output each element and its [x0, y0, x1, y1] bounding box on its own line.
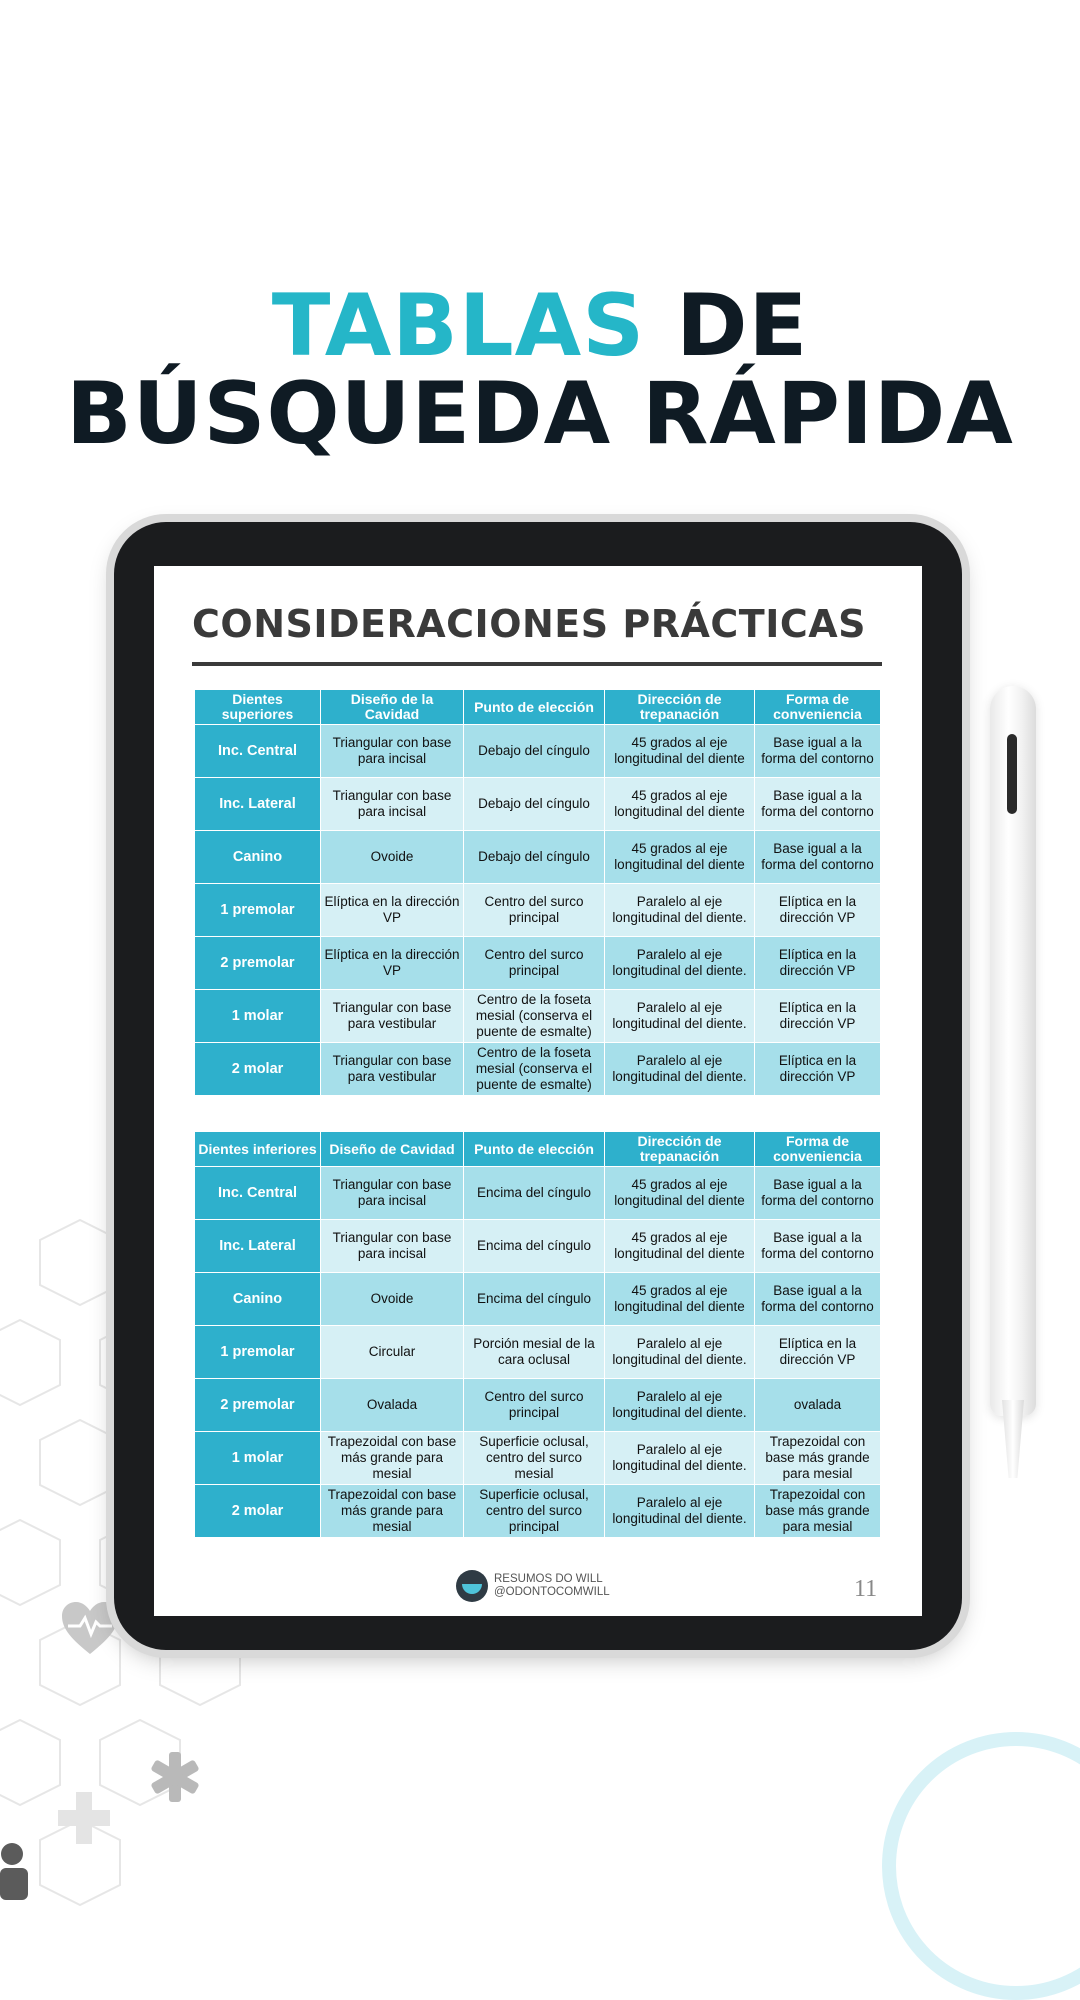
table-cell: Centro del surco principal: [464, 1379, 605, 1432]
table-cell: Ovoide: [321, 1273, 464, 1326]
row-label: 1 molar: [195, 1432, 321, 1485]
table-cell: Elíptica en la dirección VP: [755, 990, 881, 1043]
table-cell: Triangular con base para vestibular: [321, 1043, 464, 1096]
page-number: 11: [854, 1576, 878, 1602]
table-cell: Triangular con base para incisal: [321, 1167, 464, 1220]
table-row: [195, 1043, 881, 1096]
table-cell: Trapezoidal con base más grande para mesial: [321, 1485, 464, 1538]
header-cell: Punto de elección: [464, 1132, 605, 1167]
table-cell: Encima del cíngulo: [464, 1273, 605, 1326]
headline-line-1: [0, 276, 1080, 376]
table-cell: Superficie oclusal, centro del surco principal: [464, 1485, 605, 1538]
headline-accent: TABLAS: [271, 276, 646, 376]
table-row: [195, 884, 881, 937]
document-title: CONSIDERACIONES PRÁCTICAS: [192, 602, 866, 646]
tablet-frame: [114, 522, 962, 1650]
table-cell: Triangular con base para incisal: [321, 725, 464, 778]
table-cell: 45 grados al eje longitudinal del diente: [605, 1273, 755, 1326]
headline-line-2: BÚSQUEDA RÁPIDA: [66, 364, 1014, 464]
table-cell: Ovoide: [321, 831, 464, 884]
table-cell: Base igual a la forma del contorno: [755, 1220, 881, 1273]
table-cell: Debajo del cíngulo: [464, 725, 605, 778]
table-cell: Centro de la foseta mesial (conserva el puente de esmalte): [464, 1043, 605, 1096]
row-label: Inc. Lateral: [195, 1220, 321, 1273]
table-superiores: [194, 689, 881, 1096]
header-cell: Forma de conveniencia: [755, 690, 881, 725]
table-cell: 45 grados al eje longitudinal del diente: [605, 1167, 755, 1220]
table-row: [195, 937, 881, 990]
table-cell: Paralelo al eje longitudinal del diente.: [605, 1485, 755, 1538]
table-cell: Paralelo al eje longitudinal del diente.: [605, 990, 755, 1043]
table-row: [195, 990, 881, 1043]
title-divider: [192, 662, 882, 666]
table-cell: Paralelo al eje longitudinal del diente.: [605, 1379, 755, 1432]
row-label: 1 premolar: [195, 884, 321, 937]
table-header-row: [195, 1132, 881, 1167]
row-label: 2 premolar: [195, 1379, 321, 1432]
table-cell: Porción mesial de la cara oclusal: [464, 1326, 605, 1379]
table-cell: Paralelo al eje longitudinal del diente.: [605, 1043, 755, 1096]
header-cell: Diseño de Cavidad: [321, 1132, 464, 1167]
document-page: [154, 566, 922, 1616]
row-label: 2 molar: [195, 1043, 321, 1096]
stylus-clip: [1007, 734, 1017, 814]
table-cell: Circular: [321, 1326, 464, 1379]
stylus-tip: [1002, 1400, 1024, 1478]
table-cell: 45 grados al eje longitudinal del diente: [605, 831, 755, 884]
table-cell: Elíptica en la dirección VP: [755, 1043, 881, 1096]
header-cell: Punto de elección: [464, 690, 605, 725]
table-cell: Base igual a la forma del contorno: [755, 1167, 881, 1220]
header-cell: Dientes superiores: [195, 690, 321, 725]
table-row: [195, 1220, 881, 1273]
header-cell: Dirección de trepanación: [605, 1132, 755, 1167]
table-row: [195, 1379, 881, 1432]
table-cell: Trapezoidal con base más grande para mesial: [755, 1485, 881, 1538]
table-cell: Elíptica en la dirección VP: [755, 1326, 881, 1379]
table-cell: 45 grados al eje longitudinal del diente: [605, 725, 755, 778]
table-cell: Centro del surco principal: [464, 937, 605, 990]
row-label: Canino: [195, 1273, 321, 1326]
table-cell: Debajo del cíngulo: [464, 831, 605, 884]
table-cell: 45 grados al eje longitudinal del diente: [605, 778, 755, 831]
row-label: Inc. Central: [195, 1167, 321, 1220]
row-label: 2 molar: [195, 1485, 321, 1538]
table-cell: ovalada: [755, 1379, 881, 1432]
table-cell: Trapezoidal con base más grande para mesial: [321, 1432, 464, 1485]
table-row: [195, 831, 881, 884]
table-cell: Encima del cíngulo: [464, 1167, 605, 1220]
brand-handle: @ODONTOCOMWILL: [494, 1586, 610, 1598]
table-row: [195, 1432, 881, 1485]
table-cell: 45 grados al eje longitudinal del diente: [605, 1220, 755, 1273]
brand-name: RESUMOS DO WILL: [494, 1573, 603, 1585]
table-cell: Ovalada: [321, 1379, 464, 1432]
table-cell: Superficie oclusal, centro del surco mesial: [464, 1432, 605, 1485]
table-row: [195, 1326, 881, 1379]
table-cell: Paralelo al eje longitudinal del diente.: [605, 937, 755, 990]
row-label: 2 premolar: [195, 937, 321, 990]
row-label: Inc. Central: [195, 725, 321, 778]
table-cell: Trapezoidal con base más grande para mesial: [755, 1432, 881, 1485]
table-cell: Paralelo al eje longitudinal del diente.: [605, 884, 755, 937]
table-cell: Centro de la foseta mesial (conserva el puente de esmalte): [464, 990, 605, 1043]
header-cell: Diseño de la Cavidad: [321, 690, 464, 725]
header-cell: Dientes inferiores: [195, 1132, 321, 1167]
table-cell: Elíptica en la dirección VP: [755, 884, 881, 937]
table-row: [195, 1273, 881, 1326]
header-cell: Dirección de trepanación: [605, 690, 755, 725]
brand-logo-icon: [456, 1570, 488, 1602]
headline: [0, 276, 1080, 464]
table-header-row: [195, 690, 881, 725]
plus-icon: [56, 1790, 112, 1846]
row-label: 1 premolar: [195, 1326, 321, 1379]
footer-brand: [456, 1570, 610, 1602]
table-cell: Base igual a la forma del contorno: [755, 778, 881, 831]
decorative-ring: [882, 1732, 1080, 2000]
row-label: 1 molar: [195, 990, 321, 1043]
table-cell: Encima del cíngulo: [464, 1220, 605, 1273]
header-cell: Forma de conveniencia: [755, 1132, 881, 1167]
table-cell: Triangular con base para vestibular: [321, 990, 464, 1043]
headline-rest: DE: [645, 276, 809, 376]
table-cell: Triangular con base para incisal: [321, 778, 464, 831]
footer-text: [494, 1573, 610, 1599]
doctor-icon: [0, 1840, 34, 1900]
table-row: [195, 725, 881, 778]
table-row: [195, 1485, 881, 1538]
table-cell: Elíptica en la dirección VP: [321, 884, 464, 937]
table-cell: Base igual a la forma del contorno: [755, 831, 881, 884]
table-cell: Centro del surco principal: [464, 884, 605, 937]
table-cell: Base igual a la forma del contorno: [755, 1273, 881, 1326]
asterisk-icon: [148, 1750, 202, 1804]
table-inferiores: [194, 1131, 881, 1538]
row-label: Inc. Lateral: [195, 778, 321, 831]
table-cell: Base igual a la forma del contorno: [755, 725, 881, 778]
heart-pulse-icon: [60, 1600, 120, 1656]
table-row: [195, 778, 881, 831]
table-row: [195, 1167, 881, 1220]
table-cell: Debajo del cíngulo: [464, 778, 605, 831]
table-cell: Elíptica en la dirección VP: [755, 937, 881, 990]
table-cell: Elíptica en la dirección VP: [321, 937, 464, 990]
row-label: Canino: [195, 831, 321, 884]
table-cell: Paralelo al eje longitudinal del diente.: [605, 1432, 755, 1485]
table-cell: Paralelo al eje longitudinal del diente.: [605, 1326, 755, 1379]
table-cell: Triangular con base para incisal: [321, 1220, 464, 1273]
